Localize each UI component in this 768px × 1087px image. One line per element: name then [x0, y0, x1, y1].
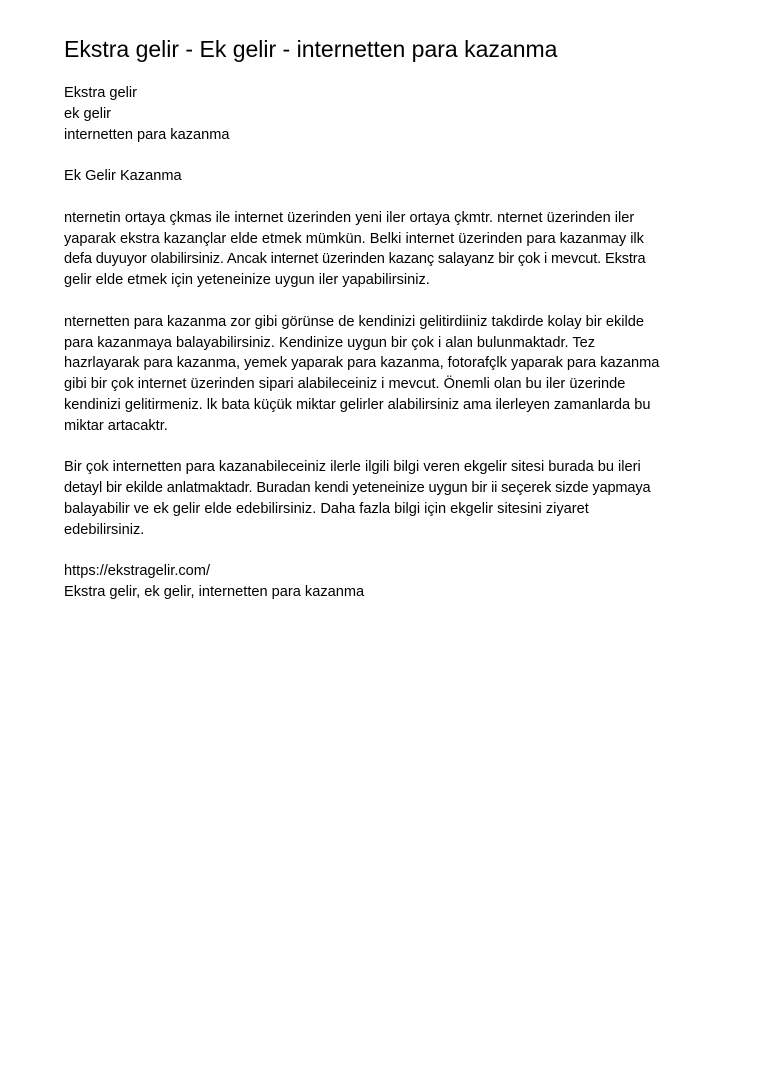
text-line: Bir çok internetten para kazanabileceiniz ilerle ilgili bilgi veren ekgelir sitesi burada bu ileri: [64, 459, 641, 476]
text-line: defa duyuyor olabilirsiniz. Ancak internet üzerinden kazanç salayanz bir çok i mevcut. Ekstra: [64, 251, 646, 268]
text-line: nternetin ortaya çkmas ile internet üzerinden yeni iler ortaya çkmtr. nternet üzerinden iler: [64, 209, 635, 226]
paragraph-2: [64, 312, 714, 437]
keyword-item: internetten para kazanma: [64, 126, 230, 143]
text-line: gelir elde etmek için yeteneinize uygun iler yapabilirsiniz.: [64, 272, 430, 289]
text-line: kendinizi gelitirmeniz. lk bata küçük miktar gelirler alabilirsiniz ama ilerleyen zamanlarda bu: [64, 396, 651, 413]
paragraph-gap: [64, 541, 714, 562]
footer: [64, 561, 714, 603]
text-line: balayabilir ve ek gelir elde edebilirsiniz. Daha fazla bilgi için ekgelir sitesini ziyaret: [64, 500, 589, 517]
subheading: Ek Gelir Kazanma: [64, 168, 182, 185]
text-line: detayl bir ekilde anlatmaktadr. Buradan kendi yeteneinize uygun bir ii seçerek sizde yapmaya: [64, 480, 651, 497]
paragraph-gap: [64, 187, 714, 208]
paragraph-1: [64, 208, 714, 291]
paragraph-gap: [64, 291, 714, 312]
text-line: hazrlayarak para kazanma, yemek yaparak para kazanma, fotorafçlk yaparak para kazanma: [64, 355, 660, 372]
text-line: miktar artacaktr.: [64, 417, 168, 434]
page-title: Ekstra gelir - Ek gelir - internetten para kazanma: [64, 36, 558, 62]
footer-url: https://ekstragelir.com/: [64, 563, 210, 580]
paragraph-gap: [64, 145, 714, 166]
keyword-item: ek gelir: [64, 105, 112, 122]
text-line: nternetten para kazanma zor gibi görünse de kendinizi gelitirdiiniz takdirde kolay bir ekilde: [64, 313, 645, 330]
text-line: yaparak ekstra kazançlar elde etmek mümkün. Belki internet üzerinden para kazanmay ilk: [64, 230, 644, 247]
keyword-list: [64, 83, 714, 145]
paragraph-gap: [64, 437, 714, 458]
keyword-item: Ekstra gelir: [64, 85, 137, 101]
document-body: [64, 83, 714, 603]
footer-tags: Ekstra gelir, ek gelir, internetten para kazanma: [64, 584, 365, 601]
text-line: edebilirsiniz.: [64, 521, 145, 538]
text-line: gibi bir çok internet üzerinden sipari alabileceiniz i mevcut. Önemli olan bu iler üzerinde: [64, 376, 626, 393]
paragraph-3: [64, 457, 714, 540]
text-line: para kazanmaya balayabilirsiniz. Kendinize uygun bir çok i alan bulunmaktadr. Tez: [64, 334, 596, 351]
